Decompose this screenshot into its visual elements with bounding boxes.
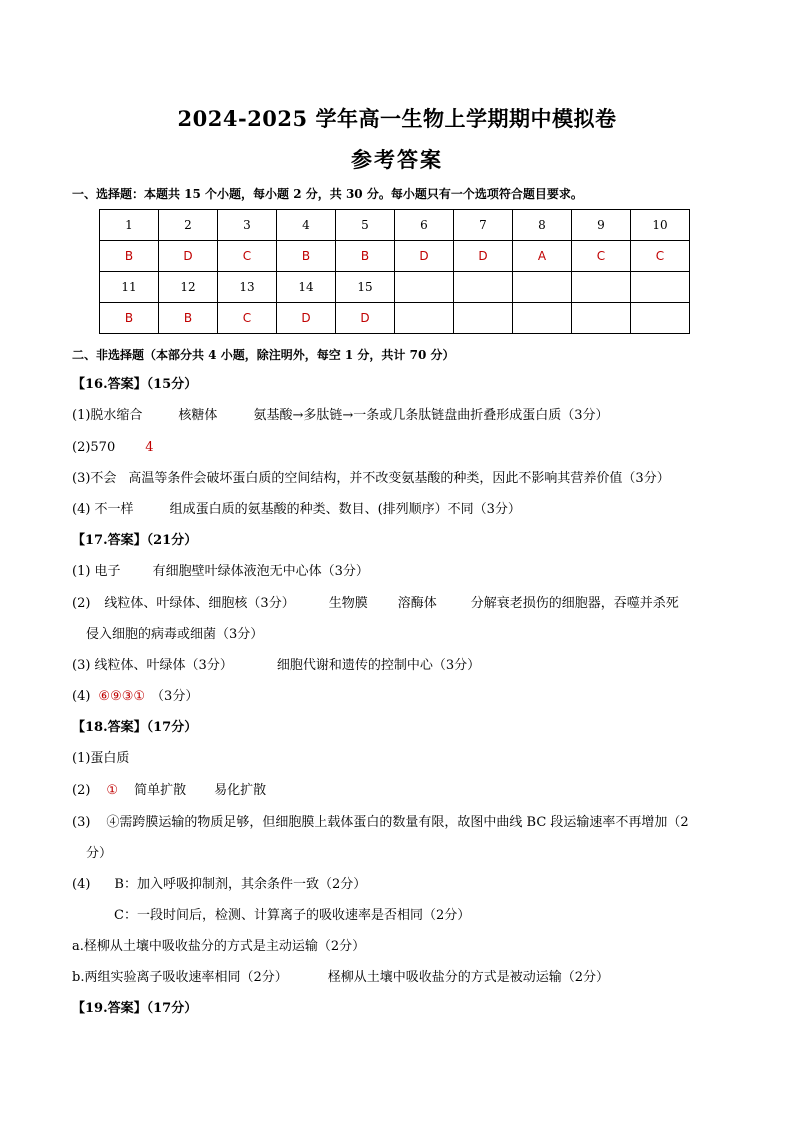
- empty-cell: [572, 272, 631, 303]
- q16-line-3: [72, 470, 670, 488]
- answer-text: 有细胞壁叶绿体液泡无中心体（3分）: [152, 564, 369, 579]
- question-number: 6: [395, 210, 454, 241]
- answer-text: (1)脱水缩合: [72, 408, 143, 423]
- answer-text: 柽柳从土壤中吸收盐分的方式是被动运输（2分）: [327, 970, 610, 985]
- answer-cell: B: [100, 241, 159, 272]
- question-number: 3: [218, 210, 277, 241]
- answer-text: b.两组实验离子吸收速率相同（2分）: [72, 970, 288, 985]
- q16-line-2: [72, 439, 154, 457]
- empty-cell: [572, 303, 631, 334]
- answer-cell: B: [277, 241, 336, 272]
- q17-heading: 【17.答案】（21分）: [72, 533, 198, 548]
- empty-cell: [513, 272, 572, 303]
- question-number: 7: [454, 210, 513, 241]
- answer-text: 高温等条件会破坏蛋白质的空间结构，并不改变氨基酸的种类，因此不影响其营养价值（3分）: [128, 471, 670, 486]
- answer-text: (4) 不一样: [72, 502, 134, 517]
- empty-cell: [513, 303, 572, 334]
- answer-text: （3分）: [151, 689, 199, 704]
- page-subtitle: 参考答案: [351, 147, 443, 172]
- answer-text: 4: [145, 440, 154, 455]
- answer-cell: D: [336, 303, 395, 334]
- answer-text: 易化扩散: [214, 783, 267, 798]
- q18-line-5: C：一段时间后，检测、计算离子的吸收速率是否相同（2分）: [114, 908, 471, 923]
- answer-text: 核糖体: [178, 408, 218, 423]
- question-number: 1: [100, 210, 159, 241]
- answer-text: 细胞代谢和遗传的控制中心（3分）: [276, 658, 481, 673]
- q17-line-2: [72, 595, 679, 613]
- answer-text: ⑥⑨③①: [98, 689, 146, 704]
- question-number: 2: [159, 210, 218, 241]
- answer-cell: C: [218, 241, 277, 272]
- question-number: 15: [336, 272, 395, 303]
- section2-heading: 二、非选择题（本部分共 4 小题，除注明外，每空 1 分，共计 70 分）: [72, 348, 455, 362]
- q17-line-3: [72, 657, 480, 675]
- answer-cell: B: [100, 303, 159, 334]
- q18-line-4: [72, 876, 366, 894]
- answer-text: ④需跨膜运输的物质足够，但细胞膜上载体蛋白的数量有限，故图中曲线 BC 段运输速率不再增加（2: [106, 815, 689, 830]
- answer-text: 线粒体、叶绿体、细胞核（3分）: [104, 596, 295, 611]
- q19-heading: 【19.答案】（17分）: [72, 1001, 198, 1016]
- answer-text: B：加入呼吸抑制剂，其余条件一致（2分）: [114, 877, 367, 892]
- answer-cell: D: [277, 303, 336, 334]
- answer-cell: B: [159, 303, 218, 334]
- answer-text: (3): [72, 815, 91, 830]
- answer-text: 简单扩散: [134, 783, 187, 798]
- q18-line-6: a.柽柳从土壤中吸收盐分的方式是主动运输（2分）: [72, 939, 366, 954]
- q17-line-1: [72, 563, 369, 581]
- answer-text: (3) 线粒体、叶绿体（3分）: [72, 658, 233, 673]
- answer-cell: B: [336, 241, 395, 272]
- answer-cell: A: [513, 241, 572, 272]
- question-number: 11: [100, 272, 159, 303]
- answer-text: ①: [106, 783, 119, 798]
- answer-row-1: [100, 241, 690, 272]
- answer-text: (2)570: [72, 440, 116, 455]
- q18-heading: 【18.答案】（17分）: [72, 720, 198, 735]
- page-title: 2024-2025 学年高一生物上学期期中模拟卷: [177, 106, 617, 131]
- answer-cell: D: [159, 241, 218, 272]
- question-number: 13: [218, 272, 277, 303]
- q18-line-7: [72, 969, 609, 987]
- answer-text: (4): [72, 689, 91, 704]
- empty-cell: [454, 272, 513, 303]
- answer-cell: C: [631, 241, 690, 272]
- question-number: 10: [631, 210, 690, 241]
- answer-cell: D: [395, 241, 454, 272]
- answer-text: (2): [72, 783, 91, 798]
- q18-line-3b: 分）: [86, 846, 113, 861]
- answer-text: 氨基酸→多肽链→一条或几条肽链盘曲折叠形成蛋白质（3分）: [253, 408, 609, 423]
- answer-text: (3)不会: [72, 471, 117, 486]
- section1-heading: 一、选择题：本题共 15 个小题，每小题 2 分，共 30 分。每小题只有一个选项符合题目要求。: [72, 187, 583, 201]
- answer-text: (4): [72, 877, 91, 892]
- answer-text: 溶酶体: [397, 596, 437, 611]
- question-number: 12: [159, 272, 218, 303]
- question-number: 14: [277, 272, 336, 303]
- empty-cell: [395, 272, 454, 303]
- answer-cell: C: [218, 303, 277, 334]
- answer-cell: C: [572, 241, 631, 272]
- q16-line-4: [72, 501, 521, 519]
- empty-cell: [631, 272, 690, 303]
- number-row-1: [100, 210, 690, 241]
- q16-line-1: [72, 407, 609, 425]
- empty-cell: [395, 303, 454, 334]
- answer-text: 组成蛋白质的氨基酸的种类、数目、(排列顺序）不同（3分）: [169, 502, 521, 517]
- q16-heading: 【16.答案】（15分）: [72, 377, 198, 392]
- answer-text: 生物膜: [328, 596, 368, 611]
- answer-table: [99, 209, 690, 334]
- q18-line-2: [72, 782, 266, 800]
- q17-line-2b: 侵入细胞的病毒或细菌（3分）: [86, 627, 264, 642]
- answer-text: (2): [72, 596, 91, 611]
- answer-cell: D: [454, 241, 513, 272]
- question-number: 9: [572, 210, 631, 241]
- question-number: 8: [513, 210, 572, 241]
- q18-line-1: (1)蛋白质: [72, 751, 130, 766]
- question-number: 4: [277, 210, 336, 241]
- empty-cell: [631, 303, 690, 334]
- question-number: 5: [336, 210, 395, 241]
- answer-text: 分解衰老损伤的细胞器，吞噬并杀死: [470, 596, 679, 611]
- answer-row-2: [100, 303, 690, 334]
- empty-cell: [454, 303, 513, 334]
- q17-line-4: [72, 688, 198, 706]
- answer-text: (1) 电子: [72, 564, 121, 579]
- number-row-2: [100, 272, 690, 303]
- q18-line-3: [72, 814, 689, 832]
